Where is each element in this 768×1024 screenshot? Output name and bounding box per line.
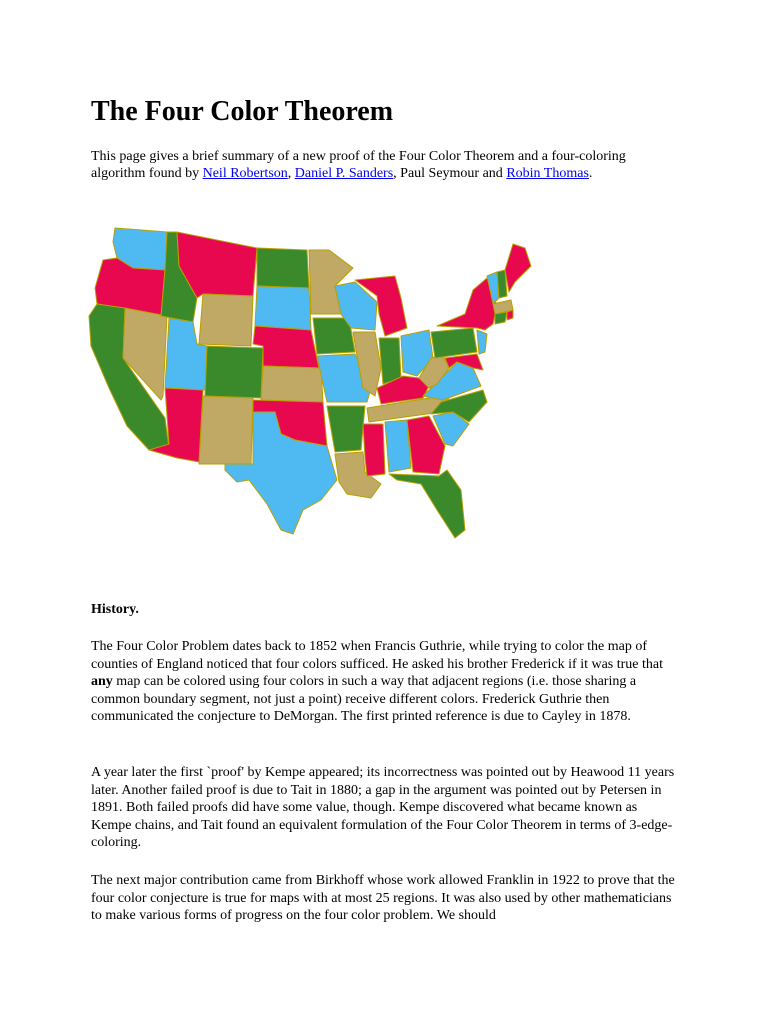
- intro-end: .: [588, 166, 593, 181]
- history-paragraph: The next major contribution came from Birkhoff whose work allowed Franklin in 1922 to prove that the four color conjecture is true for maps with at most 25 regions. It was also used by other mathematicians to make various forms of progress on the four color problem. We should: [91, 873, 675, 924]
- intro-text: This page gives a brief summary of a new proof of the Four Color Theorem and a four-coloring algorithm found by: [91, 149, 626, 181]
- map-region: [257, 248, 309, 288]
- map-region: [505, 244, 531, 292]
- intro-separator: , Paul Seymour and: [393, 166, 507, 181]
- history-paragraph: [91, 638, 681, 726]
- page-title: The Four Color Theorem: [91, 96, 394, 127]
- map-region: [199, 396, 253, 464]
- map-region: [253, 326, 319, 368]
- us-four-color-map: [85, 218, 535, 548]
- emphasis-text: any: [91, 674, 113, 690]
- history-paragraph: A year later the first `proof' by Kempe appeared; its incorrectness was pointed out by Heawood 11 years later. Another failed proof is due to Tait in 1880; a gap in the argument was pointed out by Petersen in 1891. Both failed proofs did have some value, though. Kempe discovered what became known as Kempe chains, and Tait found an equivalent formulation of the Four Color Theorem in terms of 3-edge-coloring.: [91, 765, 675, 851]
- map-region: [379, 338, 401, 384]
- map-region: [385, 420, 411, 472]
- map-region: [199, 294, 253, 346]
- intro-separator: ,: [287, 166, 295, 181]
- author-link-thomas[interactable]: Robin Thomas: [506, 166, 589, 181]
- map-region: [255, 286, 311, 330]
- paragraph-text: The Four Color Problem dates back to 1852 when Francis Guthrie, while trying to color the map of counties of England noticed that four colors sufficed. He asked his brother Frederick if it was true that: [91, 639, 664, 672]
- map-region: [507, 310, 513, 320]
- map-region: [431, 328, 477, 358]
- map-region: [495, 312, 507, 324]
- map-region: [389, 470, 465, 538]
- author-link-sanders[interactable]: Daniel P. Sanders: [294, 166, 394, 181]
- history-heading: History.: [91, 602, 139, 617]
- map-region: [477, 330, 487, 354]
- author-link-robertson[interactable]: Neil Robertson: [202, 166, 288, 181]
- map-region: [363, 424, 385, 476]
- map-region: [437, 278, 497, 330]
- map-region: [205, 346, 263, 398]
- map-region: [327, 406, 365, 452]
- paragraph-text: map can be colored using four colors in such a way that adjacent regions (i.e. those sharing a common boundary segment, not just a point) receive different colors. Frederick Guthrie then communicated the conjecture to DeMorgan. The first printed reference is due to Cayley in 1878.: [91, 674, 637, 725]
- map-region: [261, 366, 323, 402]
- intro-paragraph: [91, 148, 681, 182]
